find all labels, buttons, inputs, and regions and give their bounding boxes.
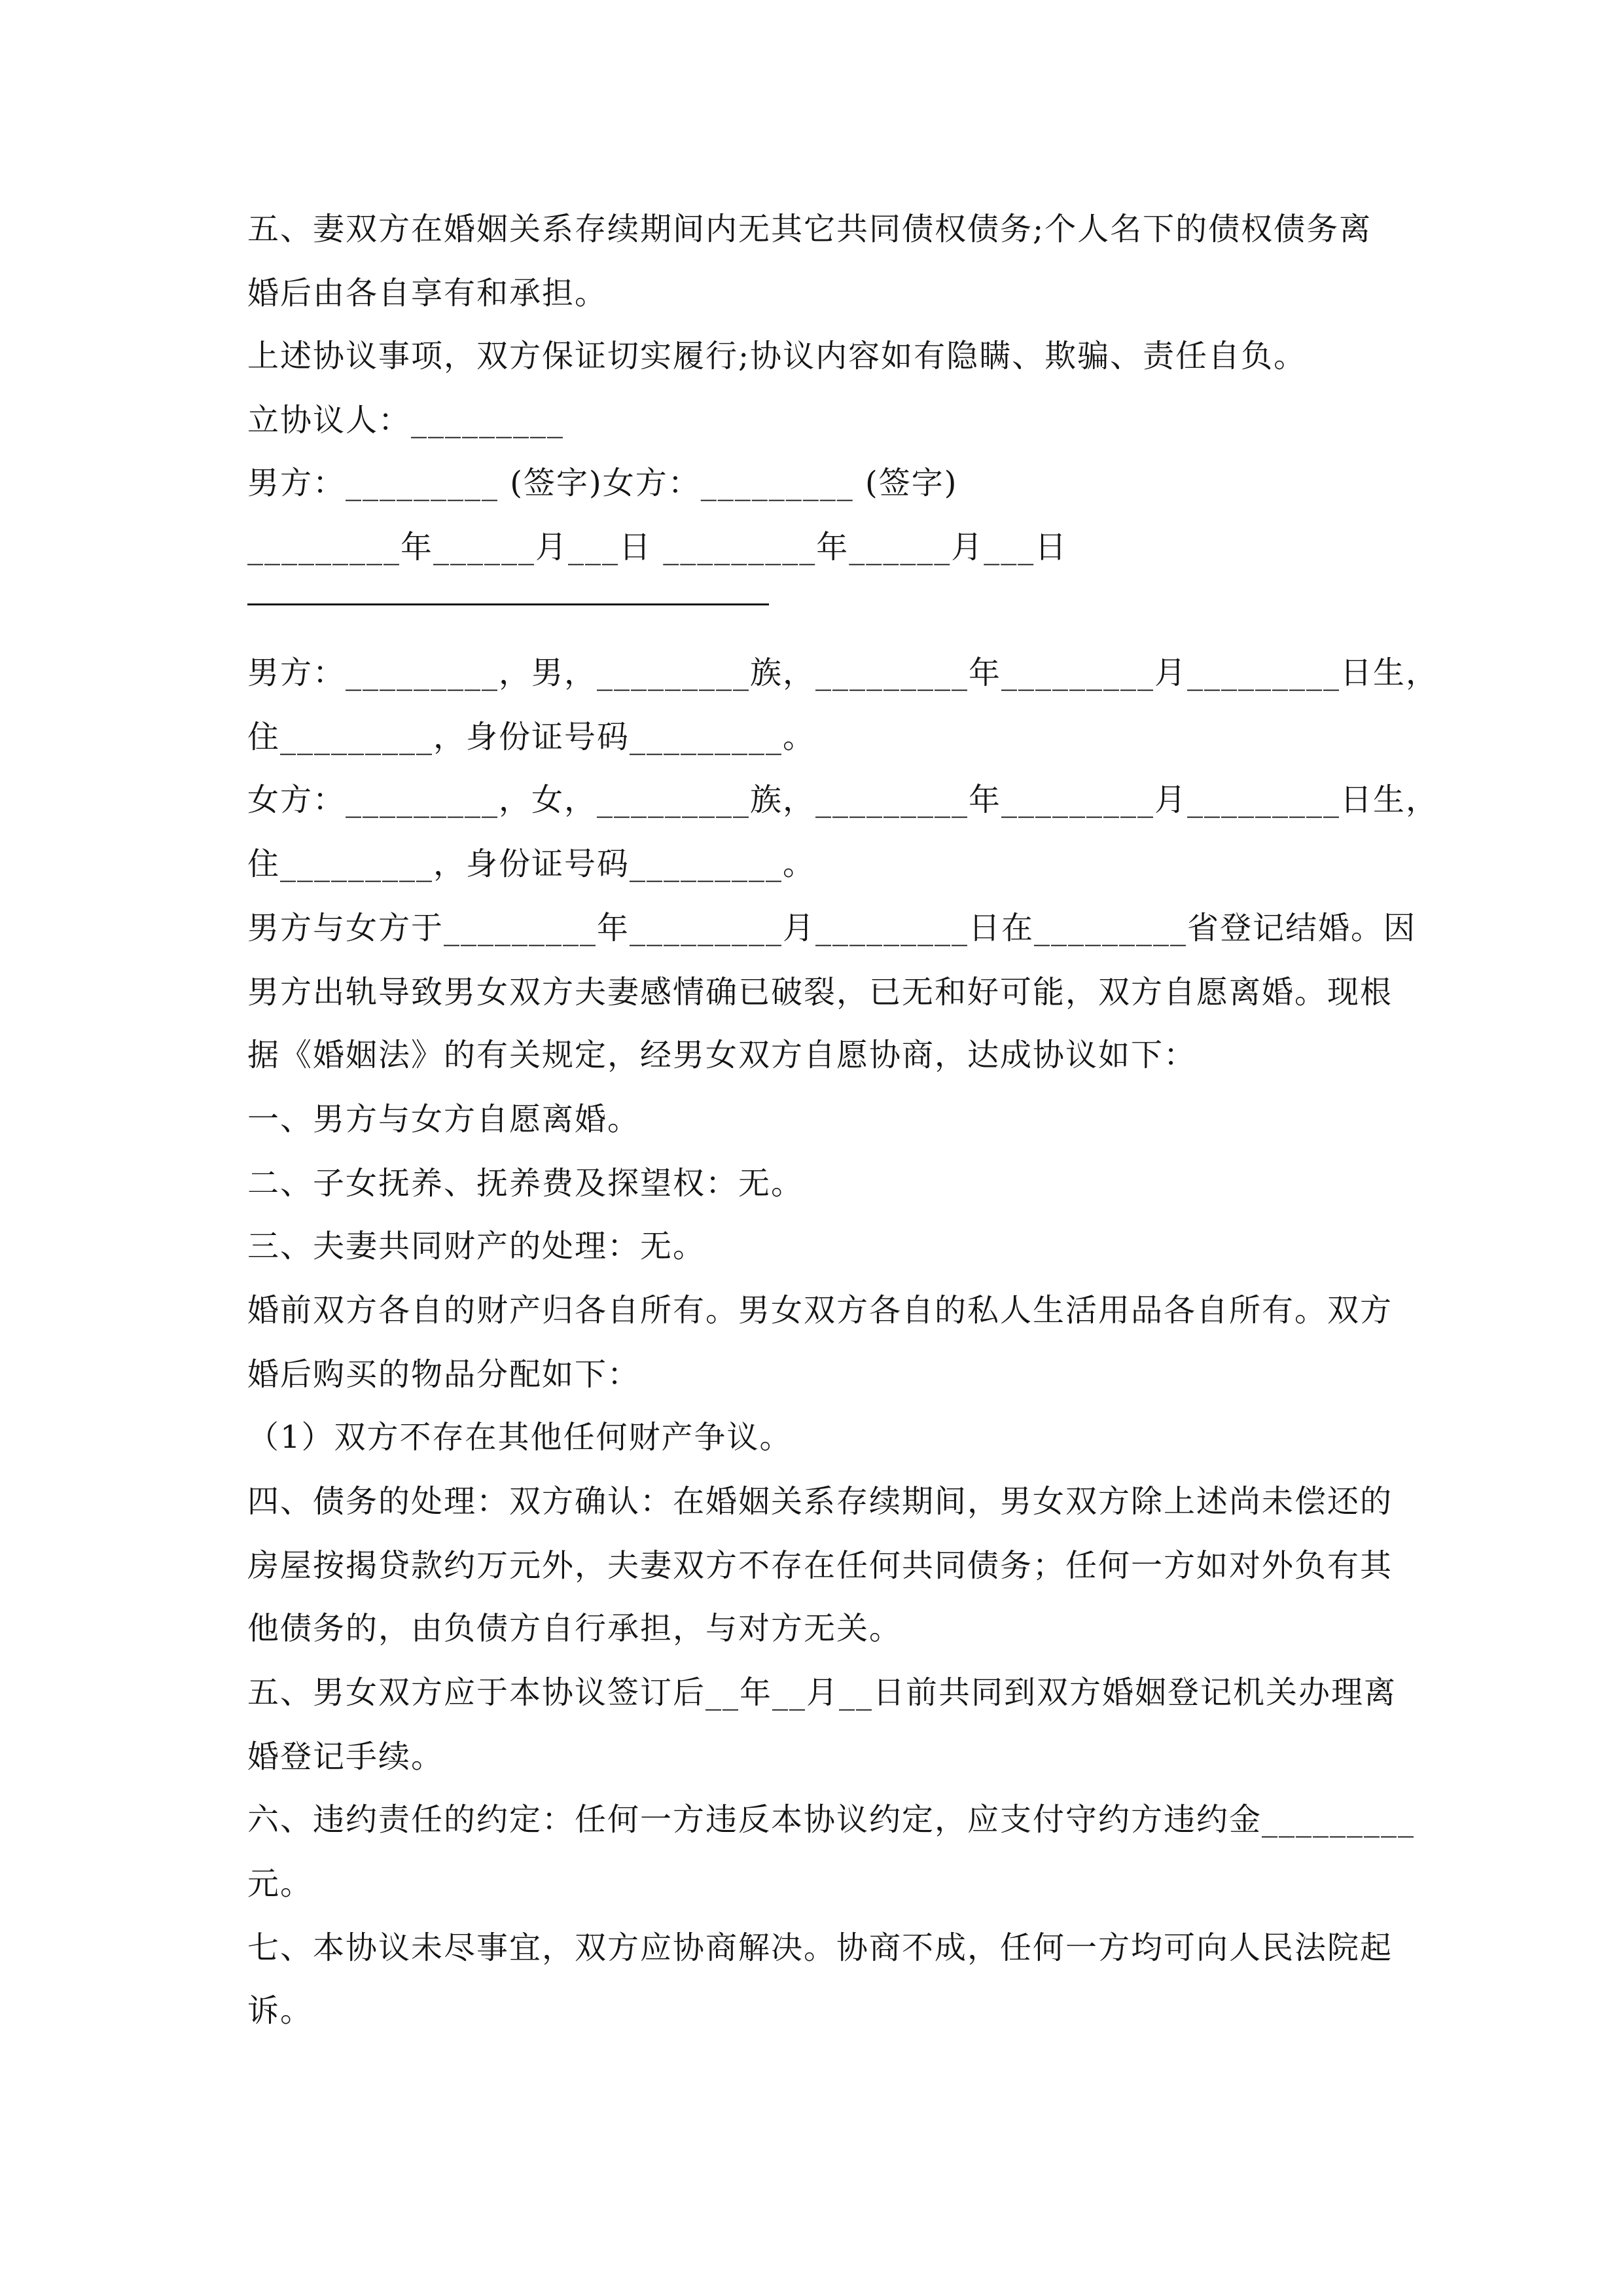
text-line: 上述协议事项，双方保证切实履行;协议内容如有隐瞒、欺骗、责任自负。 [247,338,1307,374]
text-line: 五、妻双方在婚姻关系存续期间内无其它共同债权债务;个人名下的债权债务离 [247,211,1372,247]
text-line: 住_________，身份证号码_________。 [247,719,816,755]
text-line: 一、男方与女方自愿离婚。 [247,1101,641,1138]
text-line: 六、违约责任的约定：任何一方违反本协议约定，应支付守约方违约金_________ [247,1801,1416,1838]
text-line: 诉。 [247,1992,313,2029]
text-line: 七、本协议未尽事宜，双方应协商解决。协商不成，任何一方均可向人民法院起 [247,1929,1393,1966]
text-line: 三、夫妻共同财产的处理：无。 [247,1228,706,1265]
text-line: 男方：_________，男，_________族，_________年_________月_________日生， [247,655,1439,691]
text-line: 五、男女双方应于本协议签订后__年__月__日前共同到双方婚姻登记机关办理离 [247,1674,1397,1711]
text-line: 房屋按揭贷款约万元外，夫妻双方不存在任何共同债务；任何一方如对外负有其 [247,1547,1393,1584]
text-line: 婚后购买的物品分配如下： [247,1356,641,1393]
separator-rule [247,603,769,605]
text-line: 婚登记手续。 [247,1738,444,1775]
date-line: _________年______月___日 _________年______月___日 [247,529,1068,565]
text-line: （1）双方不存在其他任何财产争议。 [247,1419,793,1456]
text-line: 住_________，身份证号码_________。 [247,846,816,882]
signature-line: 男方：_________ (签字)女方：_________ (签字) [247,465,958,501]
text-line: 婚前双方各自的财产归各自所有。男女双方各自的私人生活用品各自所有。双方 [247,1292,1393,1329]
text-line: 他债务的，由负债方自行承担，与对方无关。 [247,1610,902,1647]
signatory-line: 立协议人：_________ [247,402,565,439]
text-line: 据《婚姻法》的有关规定，经男女双方自愿协商，达成协议如下： [247,1037,1197,1073]
text-line: 男方出轨导致男女双方夫妻感情确已破裂，已无和好可能，双方自愿离婚。现根 [247,974,1393,1011]
text-line: 男方与女方于_________年_________月_________日在_________省登记结婚。因 [247,910,1417,946]
text-line: 女方：_________，女，_________族，_________年_________月_________日生， [247,781,1439,818]
text-line: 四、债务的处理：双方确认：在婚姻关系存续期间，男女双方除上述尚未偿还的 [247,1483,1393,1520]
text-line: 元。 [247,1865,313,1902]
text-line: 婚后由各自享有和承担。 [247,275,608,312]
text-line: 二、子女抚养、抚养费及探望权：无。 [247,1165,804,1202]
